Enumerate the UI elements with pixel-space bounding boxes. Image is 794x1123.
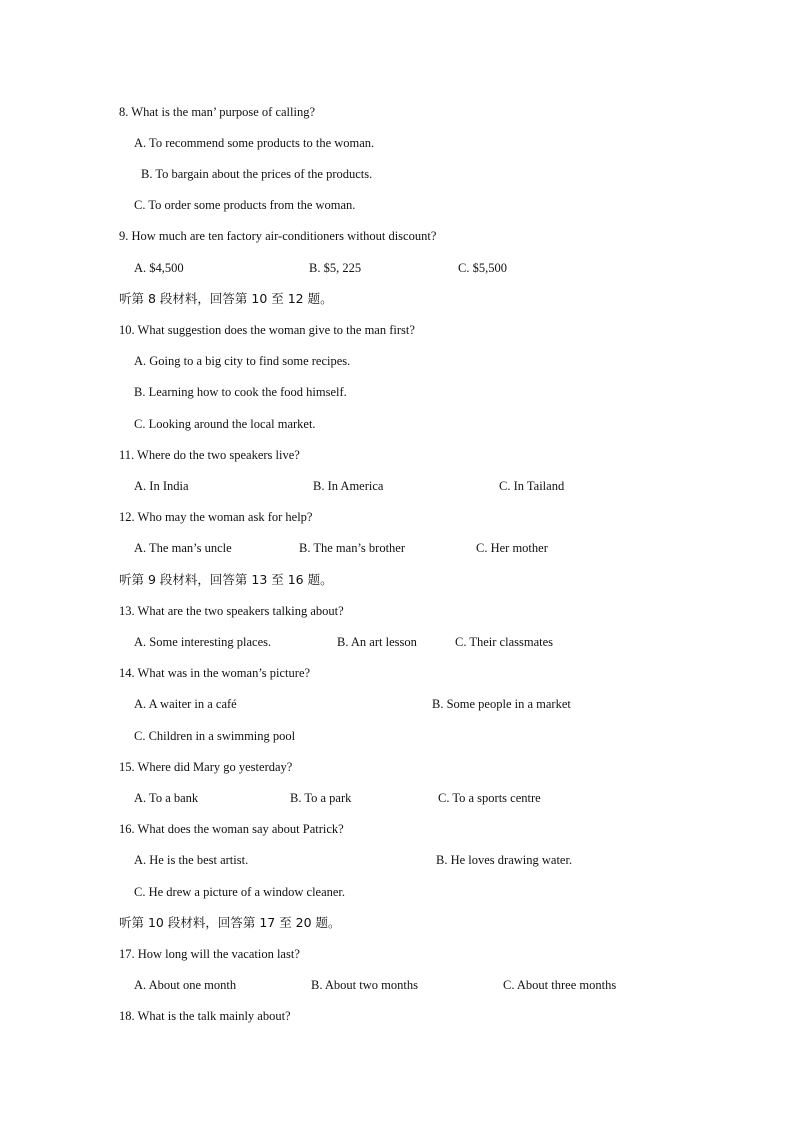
question-17-stem: 17. How long will the vacation last? <box>119 947 300 961</box>
question-16-option-c: C. He drew a picture of a window cleaner. <box>134 885 346 899</box>
question-11-stem: 11. Where do the two speakers live? <box>119 448 300 462</box>
question-12-stem: 12. Who may the woman ask for help? <box>119 510 313 524</box>
question-16-option-b: B. He loves drawing water. <box>436 853 573 867</box>
question-14-option-c: C. Children in a swimming pool <box>134 729 296 743</box>
question-13-option-b: B. An art lesson <box>337 635 417 649</box>
question-14-option-b: B. Some people in a market <box>432 697 571 711</box>
section-heading-10: 听第 10 段材料，回答第 17 至 20 题。 <box>119 915 341 930</box>
question-12-option-a: A. The man’s uncle <box>134 541 232 555</box>
question-8-option-a: A. To recommend some products to the woman. <box>134 136 375 150</box>
question-15-stem: 15. Where did Mary go yesterday? <box>119 760 293 774</box>
question-11-option-a: A. In India <box>134 479 189 493</box>
question-17-option-a: A. About one month <box>134 978 237 992</box>
question-17-option-b: B. About two months <box>311 978 418 992</box>
question-8-option-b: B. To bargain about the prices of the products. <box>141 167 373 181</box>
question-9-option-a: A. $4,500 <box>134 261 184 275</box>
question-8-stem: 8. What is the man’ purpose of calling? <box>119 105 316 119</box>
question-10-option-b: B. Learning how to cook the food himself. <box>134 385 347 399</box>
question-8-option-c: C. To order some products from the woman. <box>134 198 356 212</box>
question-16-stem: 16. What does the woman say about Patrick? <box>119 822 344 836</box>
question-11-option-b: B. In America <box>313 479 384 493</box>
question-9-option-b: B. $5, 225 <box>309 261 362 275</box>
question-9-option-c: C. $5,500 <box>458 261 507 275</box>
section-heading-8: 听第 8 段材料，回答第 10 至 12 题。 <box>119 291 333 306</box>
question-14-option-a: A. A waiter in a café <box>134 697 237 711</box>
question-10-stem: 10. What suggestion does the woman give to the man first? <box>119 323 415 337</box>
question-13-stem: 13. What are the two speakers talking about? <box>119 604 344 618</box>
question-18-stem: 18. What is the talk mainly about? <box>119 1009 291 1023</box>
section-heading-9: 听第 9 段材料，回答第 13 至 16 题。 <box>119 572 333 587</box>
question-15-option-c: C. To a sports centre <box>438 791 541 805</box>
question-13-option-a: A. Some interesting places. <box>134 635 272 649</box>
question-9-stem: 9. How much are ten factory air-conditioners without discount? <box>119 229 437 243</box>
question-13-option-c: C. Their classmates <box>455 635 554 649</box>
question-17-option-c: C. About three months <box>503 978 617 992</box>
question-12-option-b: B. The man’s brother <box>299 541 405 555</box>
question-12-option-c: C. Her mother <box>476 541 548 555</box>
question-11-option-c: C. In Tailand <box>499 479 565 493</box>
question-15-option-b: B. To a park <box>290 791 352 805</box>
question-16-option-a: A. He is the best artist. <box>134 853 249 867</box>
question-10-option-a: A. Going to a big city to find some recipes. <box>134 354 351 368</box>
question-14-stem: 14. What was in the woman’s picture? <box>119 666 311 680</box>
question-10-option-c: C. Looking around the local market. <box>134 417 316 431</box>
question-15-option-a: A. To a bank <box>134 791 199 805</box>
